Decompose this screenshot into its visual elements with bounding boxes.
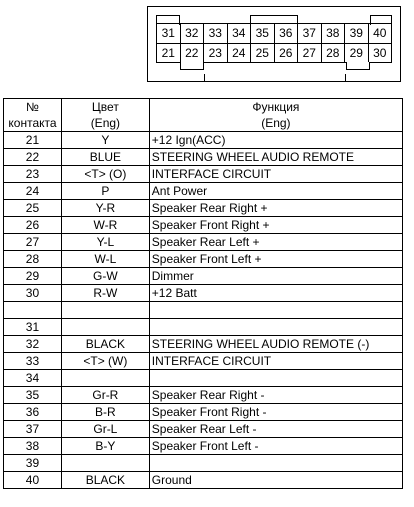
function-cell: +12 Ign(ACC) (149, 132, 402, 149)
function-cell: Speaker Rear Right + (149, 200, 402, 217)
wire-color-cell: G-W (61, 268, 149, 285)
table-row (4, 438, 403, 455)
table-row (4, 234, 403, 251)
connector-pin: 22 (180, 43, 204, 63)
pin-number-cell: 38 (4, 438, 62, 455)
table-row (4, 268, 403, 285)
connector-pin: 31 (156, 23, 180, 43)
function-cell: +12 Batt (149, 285, 402, 302)
function-cell: Speaker Rear Right - (149, 387, 402, 404)
pinout-body (4, 132, 403, 489)
wire-color-cell: W-R (61, 217, 149, 234)
pin-number-cell: 34 (4, 370, 62, 387)
pin-number-cell: 22 (4, 149, 62, 166)
function-cell: Speaker Front Left - (149, 438, 402, 455)
function-cell: Speaker Front Right - (149, 404, 402, 421)
wire-color-cell: Gr-L (61, 421, 149, 438)
connector-pin: 36 (274, 23, 298, 43)
wire-color-cell: BLACK (61, 472, 149, 489)
wire-color-cell: P (61, 183, 149, 200)
wire-color-cell (61, 319, 149, 336)
connector-pin: 38 (321, 23, 345, 43)
pin-number-cell: 31 (4, 319, 62, 336)
wire-color-cell (61, 455, 149, 472)
pin-number-cell: 37 (4, 421, 62, 438)
pin-number-cell: 28 (4, 251, 62, 268)
wire-color-cell: Gr-R (61, 387, 149, 404)
wire-color-cell: Y-L (61, 234, 149, 251)
pin-number-cell (4, 302, 62, 319)
connector-pin: 30 (368, 43, 393, 63)
pin-number-cell: 23 (4, 166, 62, 183)
table-row (4, 183, 403, 200)
pin-number-cell: 32 (4, 336, 62, 353)
wire-color-cell: W-L (61, 251, 149, 268)
table-row (4, 319, 403, 336)
pin-number-cell: 26 (4, 217, 62, 234)
connector-key-bottom-right (346, 62, 370, 70)
table-row (4, 353, 403, 370)
wire-color-cell: R-W (61, 285, 149, 302)
wire-color-cell: B-Y (61, 438, 149, 455)
table-row (4, 455, 403, 472)
wire-color-cell: <T> (W) (61, 353, 149, 370)
pin-number-cell: 40 (4, 472, 62, 489)
connector-pin: 32 (180, 23, 204, 43)
wire-color-cell: Y-R (61, 200, 149, 217)
function-cell: STEERING WHEEL AUDIO REMOTE (149, 149, 402, 166)
function-cell: Speaker Rear Left + (149, 234, 402, 251)
table-row (4, 370, 403, 387)
header-pin-sub: контакта (4, 115, 62, 132)
table-row (4, 166, 403, 183)
wire-color-cell: <T> (O) (61, 166, 149, 183)
wire-color-cell: Y (61, 132, 149, 149)
connector-pin: 29 (344, 43, 368, 63)
function-cell: INTERFACE CIRCUIT (149, 166, 402, 183)
wire-color-cell: BLUE (61, 149, 149, 166)
connector-pin: 21 (156, 43, 180, 63)
connector-pin: 23 (203, 43, 227, 63)
table-row (4, 302, 403, 319)
table-row (4, 251, 403, 268)
function-cell: Ground (149, 472, 402, 489)
function-cell: Speaker Front Left + (149, 251, 402, 268)
table-row (4, 421, 403, 438)
function-cell: STEERING WHEEL AUDIO REMOTE (-) (149, 336, 402, 353)
header-function-sub: (Eng) (149, 115, 402, 132)
table-row (4, 149, 403, 166)
function-cell (149, 302, 402, 319)
connector-pin: 37 (297, 23, 321, 43)
table-row (4, 336, 403, 353)
connector-pin: 28 (321, 43, 345, 63)
pin-number-cell: 39 (4, 455, 62, 472)
function-cell: Ant Power (149, 183, 402, 200)
pin-number-cell: 27 (4, 234, 62, 251)
table-row (4, 472, 403, 489)
header-pin: № (4, 99, 62, 116)
pin-number-cell: 33 (4, 353, 62, 370)
connector-pin: 26 (274, 43, 298, 63)
pin-number-cell: 25 (4, 200, 62, 217)
connector-pin: 34 (227, 23, 251, 43)
table-row (4, 404, 403, 421)
table-row (4, 285, 403, 302)
pin-number-cell: 36 (4, 404, 62, 421)
connector-bottom-row (156, 43, 392, 63)
function-cell: Dimmer (149, 268, 402, 285)
connector-top-row (156, 23, 392, 43)
pinout-table (3, 98, 403, 489)
connector-pin: 25 (250, 43, 274, 63)
function-cell: Speaker Rear Left - (149, 421, 402, 438)
pin-number-cell: 21 (4, 132, 62, 149)
connector-pin-grid (156, 23, 392, 63)
wire-color-cell (61, 302, 149, 319)
connector-diagram (147, 6, 401, 82)
wire-color-cell: BLACK (61, 336, 149, 353)
header-color: Цвет (61, 99, 149, 116)
connector-pin: 39 (344, 23, 368, 43)
pin-number-cell: 30 (4, 285, 62, 302)
table-row (4, 132, 403, 149)
function-cell (149, 455, 402, 472)
header-row-2 (4, 115, 403, 132)
connector-latch (204, 74, 346, 82)
pin-number-cell: 35 (4, 387, 62, 404)
connector-pin: 35 (250, 23, 274, 43)
pin-number-cell: 24 (4, 183, 62, 200)
table-row (4, 200, 403, 217)
connector-pin: 27 (297, 43, 321, 63)
wire-color-cell: B-R (61, 404, 149, 421)
function-cell: Speaker Front Right + (149, 217, 402, 234)
function-cell (149, 319, 402, 336)
pin-number-cell: 29 (4, 268, 62, 285)
connector-pin: 33 (203, 23, 227, 43)
header-function: Функция (149, 99, 402, 116)
header-row-1 (4, 99, 403, 116)
function-cell: INTERFACE CIRCUIT (149, 353, 402, 370)
connector-key-bottom-left (180, 62, 204, 70)
header-color-sub: (Eng) (61, 115, 149, 132)
table-row (4, 387, 403, 404)
wire-color-cell (61, 370, 149, 387)
function-cell (149, 370, 402, 387)
connector-pin: 24 (227, 43, 251, 63)
table-row (4, 217, 403, 234)
connector-pin: 40 (368, 23, 393, 43)
